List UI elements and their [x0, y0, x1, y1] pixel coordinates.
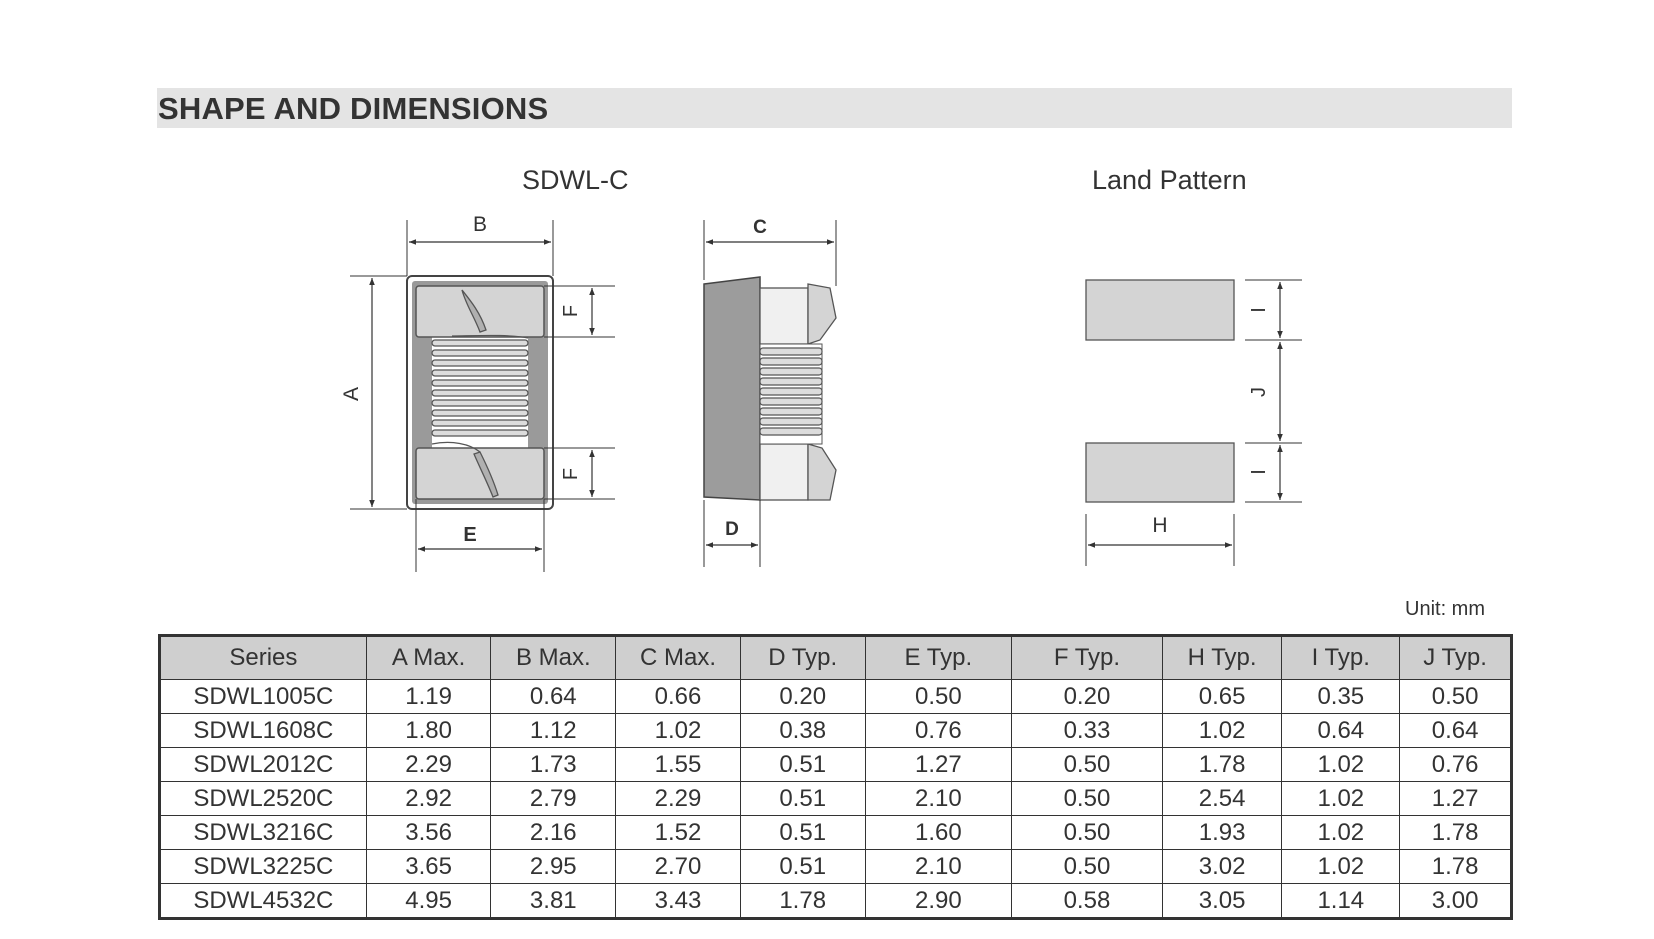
table-cell: 0.50 — [1012, 816, 1163, 850]
table-cell: 1.73 — [491, 748, 616, 782]
table-cell: 1.78 — [1162, 748, 1282, 782]
table-cell: 1.52 — [616, 816, 741, 850]
table-row — [160, 850, 1512, 884]
dimensions-table — [158, 634, 1513, 920]
table-row — [160, 884, 1512, 919]
dim-label-b: B — [472, 213, 488, 236]
table-cell: 0.76 — [1400, 748, 1512, 782]
table-row — [160, 816, 1512, 850]
table-cell: 2.70 — [616, 850, 741, 884]
unit-label: Unit: mm — [1405, 598, 1485, 620]
table-cell: 1.93 — [1162, 816, 1282, 850]
section-title: SHAPE AND DIMENSIONS — [158, 91, 549, 126]
table-cell: 2.29 — [366, 748, 491, 782]
table-cell: SDWL3225C — [160, 850, 367, 884]
table-cell: 1.02 — [1282, 782, 1400, 816]
table-cell: 1.02 — [1282, 748, 1400, 782]
column-header: D Typ. — [740, 636, 865, 680]
dim-label-f-bottom: F — [560, 467, 582, 481]
table-cell: 1.02 — [616, 714, 741, 748]
dim-label-f-top: F — [560, 304, 582, 318]
table-cell: 0.64 — [1282, 714, 1400, 748]
table-cell: SDWL2520C — [160, 782, 367, 816]
table-cell: 0.20 — [740, 680, 865, 714]
table-cell: 0.51 — [740, 782, 865, 816]
table-cell: 0.64 — [491, 680, 616, 714]
table-cell: 4.95 — [366, 884, 491, 919]
table-cell: 1.12 — [491, 714, 616, 748]
table-cell: 1.78 — [1400, 850, 1512, 884]
table-cell: 0.50 — [865, 680, 1012, 714]
table-cell: 0.50 — [1400, 680, 1512, 714]
side-view-drawing — [704, 277, 836, 500]
dim-label-a: A — [340, 386, 363, 402]
table-cell: 2.92 — [366, 782, 491, 816]
table-cell: 0.35 — [1282, 680, 1400, 714]
table-cell: 0.58 — [1012, 884, 1163, 919]
dim-label-i-bottom: I — [1248, 469, 1270, 475]
table-cell: 0.50 — [1012, 782, 1163, 816]
table-cell: 2.29 — [616, 782, 741, 816]
column-header: F Typ. — [1012, 636, 1163, 680]
column-header: H Typ. — [1162, 636, 1282, 680]
land-pattern-drawing — [1086, 280, 1234, 502]
table-cell: 1.14 — [1282, 884, 1400, 919]
table-row — [160, 714, 1512, 748]
dim-label-h: H — [1152, 514, 1168, 537]
table-cell: 2.95 — [491, 850, 616, 884]
table-cell: 3.00 — [1400, 884, 1512, 919]
column-header: I Typ. — [1282, 636, 1400, 680]
table-cell: 3.02 — [1162, 850, 1282, 884]
table-header-row — [160, 636, 1512, 680]
table-row — [160, 748, 1512, 782]
table-cell: 1.55 — [616, 748, 741, 782]
table-cell: SDWL1608C — [160, 714, 367, 748]
table-cell: 1.78 — [1400, 816, 1512, 850]
table-cell: 1.60 — [865, 816, 1012, 850]
table-cell: SDWL4532C — [160, 884, 367, 919]
top-view-drawing — [407, 276, 553, 509]
table-cell: 0.50 — [1012, 748, 1163, 782]
table-row — [160, 782, 1512, 816]
table-cell: 1.80 — [366, 714, 491, 748]
table-cell: 2.54 — [1162, 782, 1282, 816]
table-cell: 0.51 — [740, 748, 865, 782]
table-cell: 1.19 — [366, 680, 491, 714]
table-cell: 0.51 — [740, 816, 865, 850]
table-cell: SDWL1005C — [160, 680, 367, 714]
land-pattern-title: Land Pattern — [1092, 165, 1247, 195]
table-cell: 2.79 — [491, 782, 616, 816]
table-cell: 2.90 — [865, 884, 1012, 919]
table-cell: 1.78 — [740, 884, 865, 919]
table-cell: 0.50 — [1012, 850, 1163, 884]
dim-label-e: E — [463, 524, 477, 546]
table-cell: SDWL3216C — [160, 816, 367, 850]
column-header: J Typ. — [1400, 636, 1512, 680]
dim-label-i-top: I — [1248, 307, 1270, 313]
dim-label-d: D — [725, 519, 739, 540]
table-cell: 3.56 — [366, 816, 491, 850]
column-header: B Max. — [491, 636, 616, 680]
table-cell: 0.33 — [1012, 714, 1163, 748]
table-cell: 0.38 — [740, 714, 865, 748]
table-cell: 0.64 — [1400, 714, 1512, 748]
table-cell: 2.10 — [865, 782, 1012, 816]
table-cell: 0.76 — [865, 714, 1012, 748]
table-cell: 2.10 — [865, 850, 1012, 884]
table-cell: 1.02 — [1282, 850, 1400, 884]
dim-label-c: C — [753, 217, 767, 238]
table-cell: 3.05 — [1162, 884, 1282, 919]
table-cell: 2.16 — [491, 816, 616, 850]
table-cell: 3.43 — [616, 884, 741, 919]
table-cell: 1.27 — [1400, 782, 1512, 816]
column-header: C Max. — [616, 636, 741, 680]
column-header: Series — [160, 636, 367, 680]
table-cell: 0.66 — [616, 680, 741, 714]
table-cell: 0.51 — [740, 850, 865, 884]
table-cell: 0.65 — [1162, 680, 1282, 714]
table-row — [160, 680, 1512, 714]
table-cell: 1.02 — [1282, 816, 1400, 850]
table-cell: 0.20 — [1012, 680, 1163, 714]
table-cell: 1.27 — [865, 748, 1012, 782]
table-cell: 1.02 — [1162, 714, 1282, 748]
dim-label-j: J — [1248, 387, 1270, 397]
component-figure-title: SDWL-C — [522, 165, 629, 195]
table-cell: 3.65 — [366, 850, 491, 884]
column-header: E Typ. — [865, 636, 1012, 680]
table-cell: SDWL2012C — [160, 748, 367, 782]
table-cell: 3.81 — [491, 884, 616, 919]
column-header: A Max. — [366, 636, 491, 680]
